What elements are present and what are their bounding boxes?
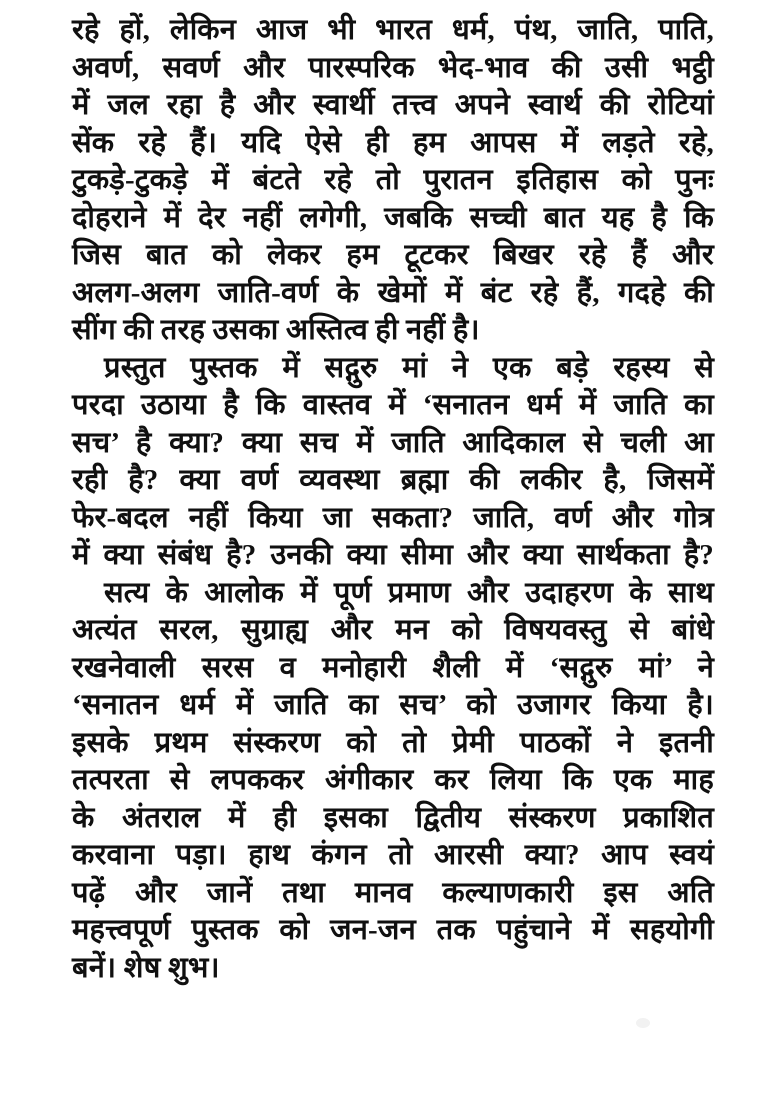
page-text xyxy=(72,12,714,987)
text-line: रही है? क्या वर्ण व्यवस्था ब्रह्मा की लकीर है, जिसमें xyxy=(72,464,714,496)
text-line: अवर्ण, सवर्ण और पारस्परिक भेद-भाव की उसी भट्ठी xyxy=(72,51,714,84)
text-line: परदा उठाया है कि वास्तव में ‘सनातन धर्म में जाति का xyxy=(72,389,714,421)
text-line: महत्त्वपूर्ण पुस्तक को जन-जन तक पहुंचाने में सहयोगी xyxy=(72,914,714,946)
text-line: में क्या संबंध है? उनकी क्या सीमा और क्या सार्थकता है? xyxy=(72,539,714,571)
text-line: करवाना पड़ा। हाथ कंगन तो आरसी क्या? आप स्वयं xyxy=(72,839,714,871)
text-line: पढ़ें और जानें तथा मानव कल्याणकारी इस अति xyxy=(72,876,714,909)
text-line: ‘सनातन धर्म में जाति का सच’ को उजागर किया है। xyxy=(72,689,714,721)
text-line: बनें। शेष शुभ। xyxy=(72,951,220,984)
text-line: सींग की तरह उसका अस्तित्व ही नहीं है। xyxy=(72,314,480,346)
text-line: जिस बात को लेकर हम टूटकर बिखर रहे हैं और xyxy=(72,239,714,271)
scan-smudge-artifact xyxy=(636,1018,650,1028)
text-line: में जल रहा है और स्वार्थी तत्त्व अपने स्वार्थ की रोटियां xyxy=(72,89,714,121)
text-line: रखनेवाली सरस व मनोहारी शैली में ‘सद्गुरु मां’ ने xyxy=(72,651,714,684)
text-line: अत्यंत सरल, सुग्राह्य और मन को विषयवस्तु से बांधे xyxy=(72,614,714,646)
text-line: फेर-बदल नहीं किया जा सकता? जाति, वर्ण और गोत्र xyxy=(72,501,714,534)
text-line: दोहराने में देर नहीं लगेगी, जबकि सच्ची बात यह है कि xyxy=(72,201,714,234)
text-line: सच’ है क्या? क्या सच में जाति आदिकाल से चली आ xyxy=(72,426,714,459)
text-line: सेंक रहे हैं। यदि ऐसे ही हम आपस में लड़ते रहे, xyxy=(72,126,714,159)
text-line: रहे हों, लेकिन आज भी भारत धर्म, पंथ, जाति, पाति, xyxy=(72,14,714,46)
text-line: तत्परता से लपककर अंगीकार कर लिया कि एक माह xyxy=(72,764,714,796)
text-line: सत्य के आलोक में पूर्ण प्रमाण और उदाहरण के साथ xyxy=(104,576,714,609)
text-line: प्रस्तुत पुस्तक में सद्गुरु मां ने एक बड़े रहस्य से xyxy=(104,351,714,384)
text-line: अलग-अलग जाति-वर्ण के खेमों में बंट रहे हैं, गदहे की xyxy=(72,276,714,309)
text-line: टुकड़े-टुकड़े में बंटते रहे तो पुरातन इतिहास को पुनः xyxy=(72,164,714,196)
text-line: के अंतराल में ही इसका द्वितीय संस्करण प्रकाशित xyxy=(72,801,714,834)
text-line: इसके प्रथम संस्करण को तो प्रेमी पाठकों ने इतनी xyxy=(72,726,714,759)
